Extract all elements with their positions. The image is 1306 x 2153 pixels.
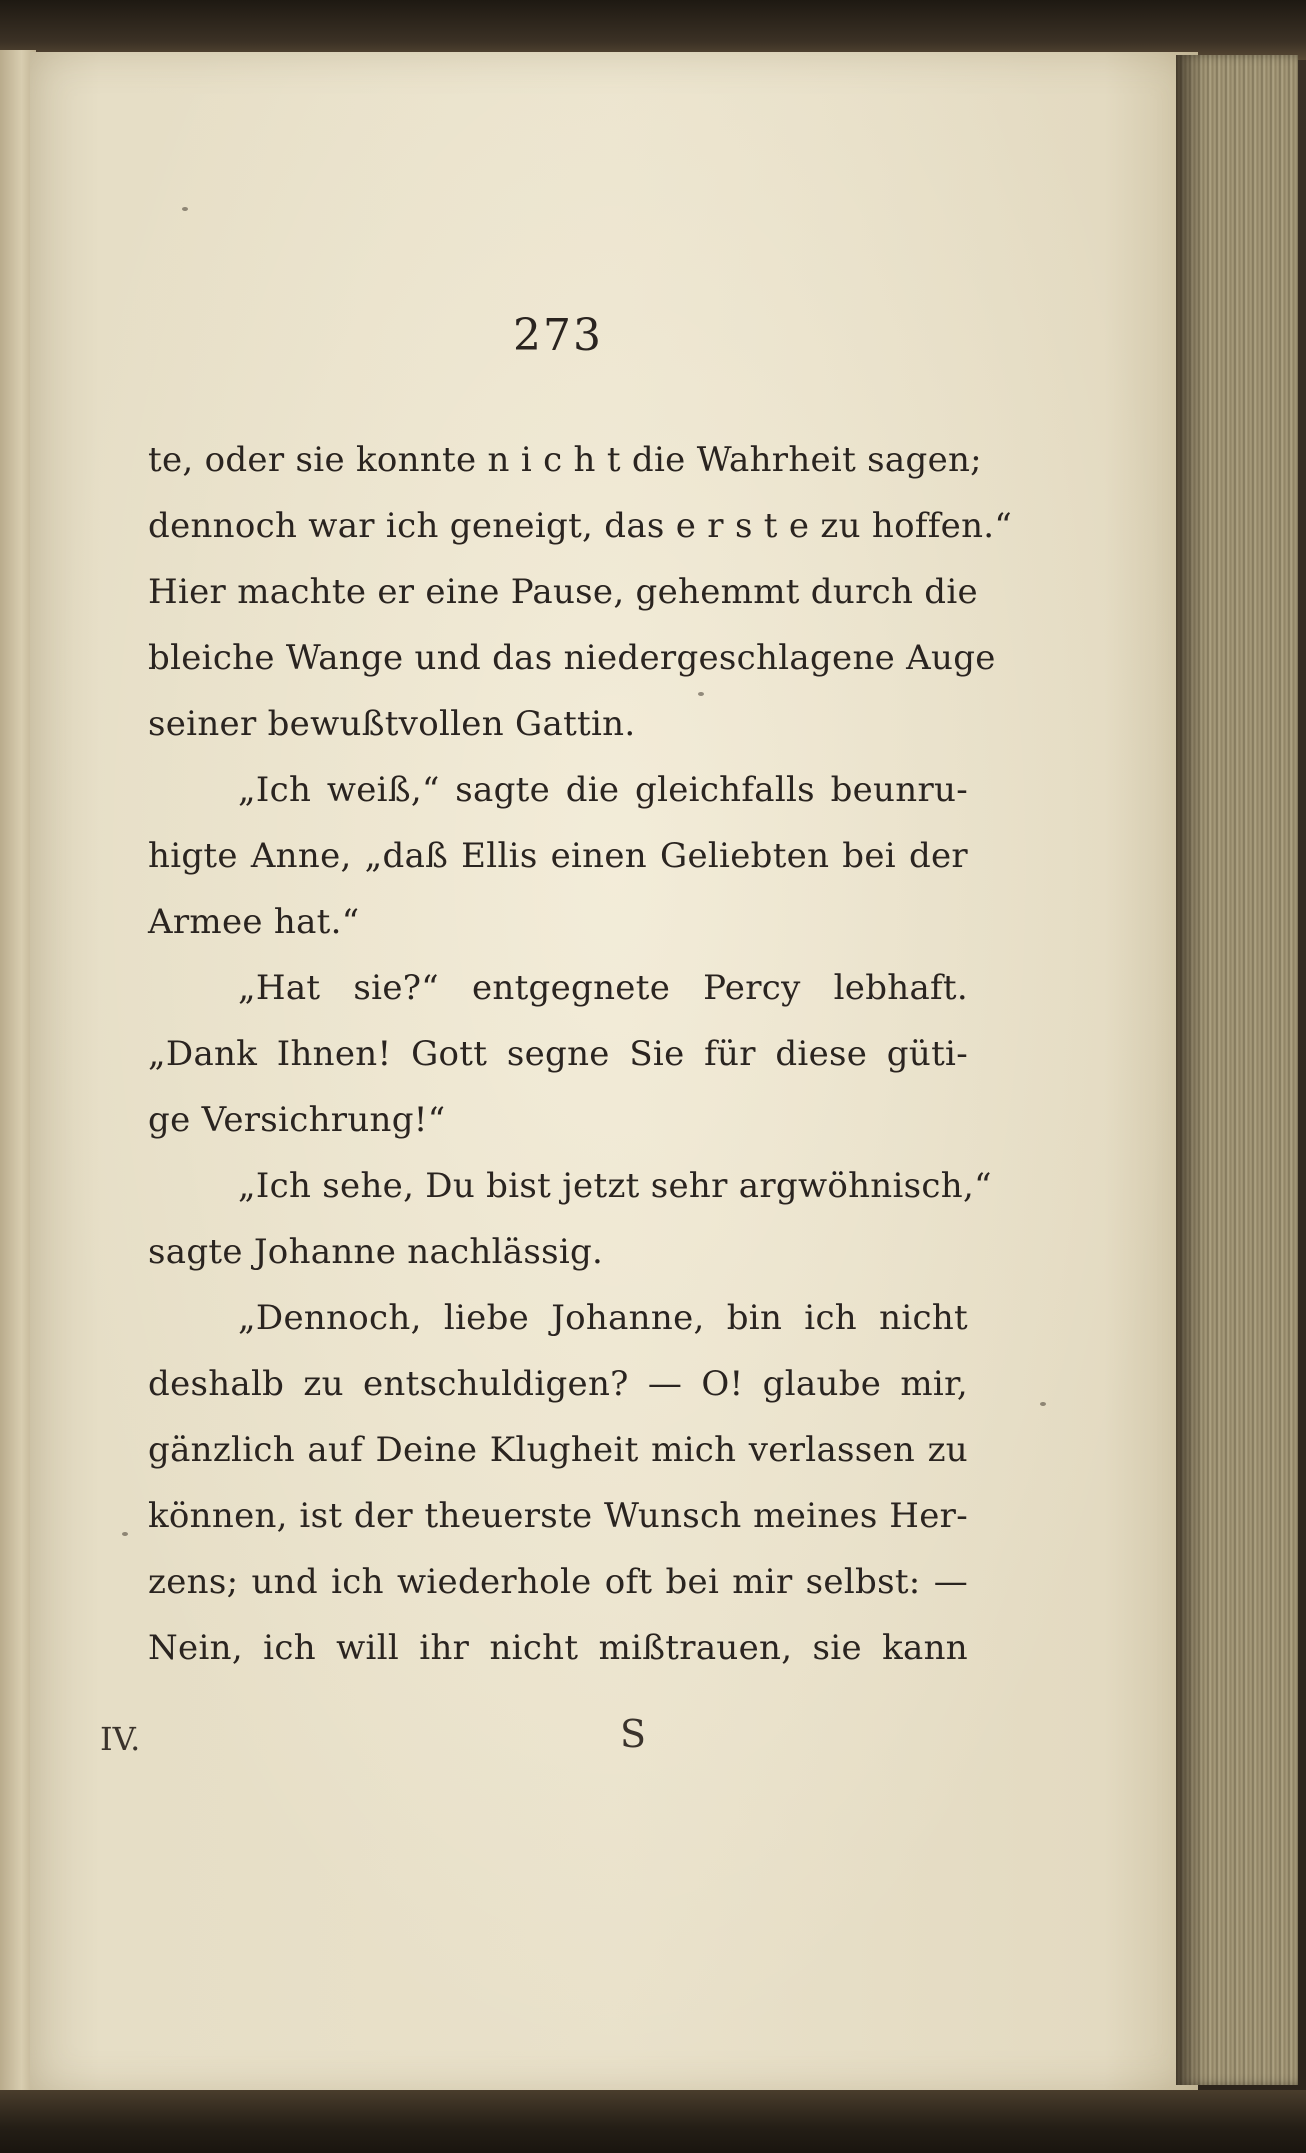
- text-line: deshalb zu entschuldigen? — O! glaube mir,: [148, 1364, 968, 1404]
- catchword-mark: S: [620, 1712, 647, 1756]
- text-line: „Hat sie?“ entgegnete Percy lebhaft.: [238, 968, 968, 1008]
- text-line: dennoch war ich geneigt, das e r s t e zu hoffen.“: [148, 506, 1013, 546]
- text-line: sagte Johanne nachlässig.: [148, 1232, 604, 1272]
- text-line: Nein, ich will ihr nicht mißtrauen, sie kann: [148, 1628, 968, 1668]
- text-line: gänzlich auf Deine Klugheit mich verlassen zu: [148, 1430, 968, 1470]
- text-line: „Ich sehe, Du bist jetzt sehr argwöhnisch,“: [238, 1166, 992, 1206]
- text-line: Armee hat.“: [148, 902, 360, 942]
- paper-speck: [182, 207, 188, 211]
- text-line: „Ich weiß,“ sagte die gleichfalls beunru-: [238, 770, 968, 810]
- text-line: Hier machte er eine Pause, gehemmt durch die: [148, 572, 978, 612]
- text-line: „Dank Ihnen! Gott segne Sie für diese güti-: [148, 1034, 968, 1074]
- book-cover-bottom: [0, 2090, 1306, 2153]
- fore-edge-shadow: [1176, 55, 1206, 2085]
- text-line: zens; und ich wiederhole oft bei mir selbst: —: [148, 1562, 968, 1602]
- text-line: te, oder sie konnte n i c h t die Wahrheit sagen;: [148, 440, 982, 480]
- paper-speck: [1040, 1402, 1046, 1406]
- paper-speck: [698, 692, 704, 696]
- text-line: bleiche Wange und das niedergeschlagene Auge: [148, 638, 996, 678]
- text-line: „Dennoch, liebe Johanne, bin ich nicht: [238, 1298, 968, 1338]
- text-line: seiner bewußtvollen Gattin.: [148, 704, 636, 744]
- book-cover-top: [0, 0, 1306, 60]
- paper-speck: [122, 1532, 128, 1536]
- text-line: können, ist der theuerste Wunsch meines Her-: [148, 1496, 968, 1536]
- text-line: higte Anne, „daß Ellis einen Geliebten bei der: [148, 836, 968, 876]
- text-line: ge Versichrung!“: [148, 1100, 446, 1140]
- signature-mark: IV.: [100, 1720, 141, 1758]
- book-page: [30, 52, 1198, 2092]
- page-number: 273: [513, 310, 603, 361]
